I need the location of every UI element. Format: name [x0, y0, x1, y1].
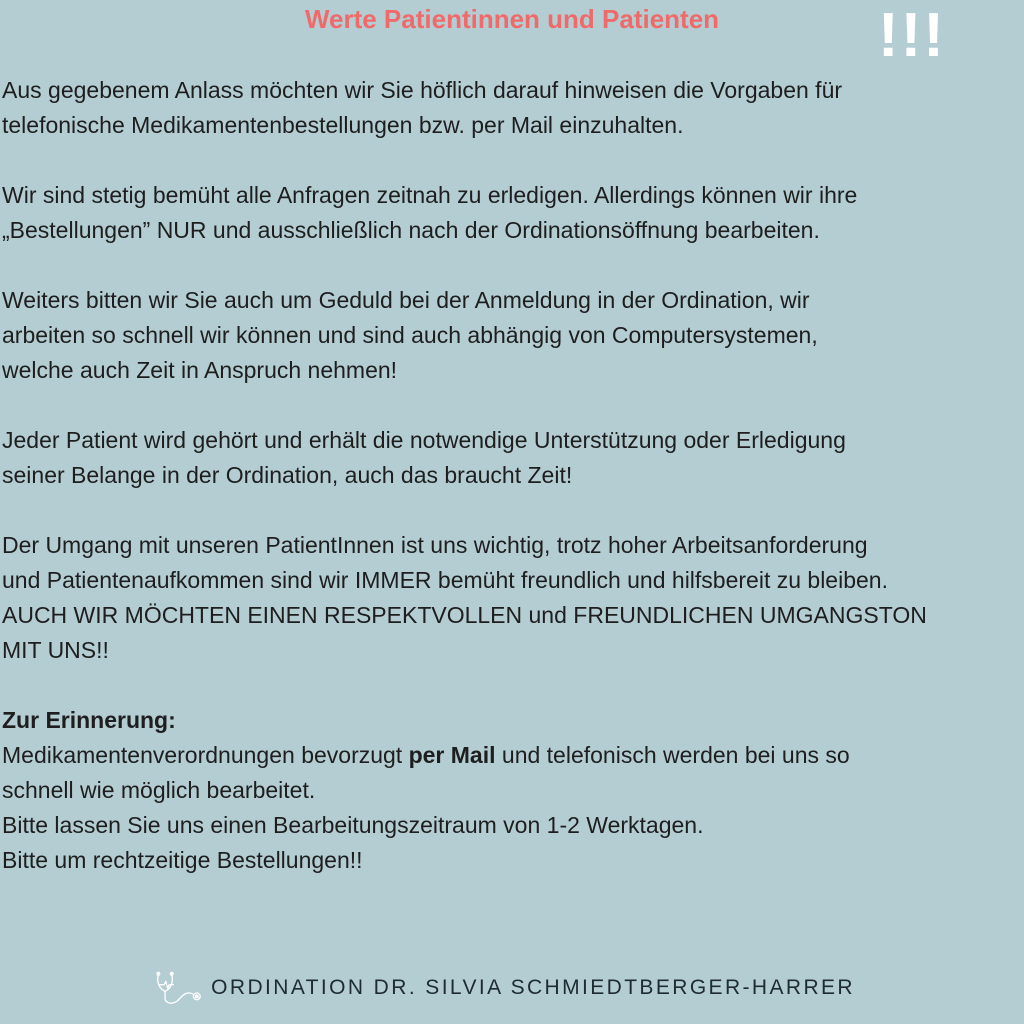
footer-practice-name: ORDINATION DR. SILVIA SCHMIEDTBERGER-HARRER [211, 976, 855, 999]
text-line: seiner Belange in der Ordination, auch das braucht Zeit! [2, 462, 573, 488]
reminder-section [2, 703, 1022, 878]
text-line: Der Umgang mit unseren PatientInnen ist uns wichtig, trotz hoher Arbeitsanforderung [2, 532, 868, 558]
paragraph-every-patient [2, 423, 1022, 493]
text-line: telefonische Medikamentenbestellungen bzw. per Mail einzuhalten. [2, 112, 684, 138]
reminder-emphasis: per Mail [408, 742, 496, 768]
exclamation-marks: !!! [878, 1, 946, 70]
reminder-line: schnell wie möglich bearbeitet. [2, 777, 316, 803]
text-line: Weiters bitten wir Sie auch um Geduld bei der Anmeldung in der Ordination, wir [2, 287, 810, 313]
paragraph-order-rules [2, 73, 1022, 143]
text-line: MIT UNS!! [2, 637, 109, 663]
text-line: arbeiten so schnell wir können und sind auch abhängig von Computersystemen, [2, 322, 818, 348]
page-title: Werte Patientinnen und Patienten [304, 4, 720, 34]
reminder-line: Bitte lassen Sie uns einen Bearbeitungszeitraum von 1-2 Werktagen. [2, 812, 704, 838]
text-line: Jeder Patient wird gehört und erhält die notwendige Unterstützung oder Erledigung [2, 427, 846, 453]
paragraph-respect [2, 528, 1022, 668]
reminder-line: Bitte um rechtzeitige Bestellungen!! [2, 847, 363, 873]
reminder-line [2, 738, 1022, 773]
reminder-text: und telefonisch werden bei uns so [495, 742, 850, 768]
paragraph-processing-time [2, 178, 1022, 248]
text-line: Aus gegebenem Anlass möchten wir Sie höflich darauf hinweisen die Vorgaben für [2, 77, 843, 103]
paragraph-patience [2, 283, 1022, 388]
notice-body [2, 73, 1022, 878]
footer [155, 966, 855, 1010]
text-line: und Patientenaufkommen sind wir IMMER bemüht freundlich und hilfsbereit zu bleiben. [2, 567, 888, 593]
text-line: Wir sind stetig bemüht alle Anfragen zeitnah zu erledigen. Allerdings können wir ihre [2, 182, 858, 208]
text-line: welche auch Zeit in Anspruch nehmen! [2, 357, 398, 383]
reminder-text: Medikamentenverordnungen bevorzugt [2, 742, 409, 768]
text-line: AUCH WIR MÖCHTEN EINEN RESPEKTVOLLEN und FREUNDLICHEN UMGANGSTON [2, 602, 927, 628]
stethoscope-icon [155, 966, 205, 1010]
reminder-heading: Zur Erinnerung: [2, 707, 176, 733]
text-line: „Bestellungen” NUR und ausschließlich nach der Ordinationsöffnung bearbeiten. [2, 217, 820, 243]
